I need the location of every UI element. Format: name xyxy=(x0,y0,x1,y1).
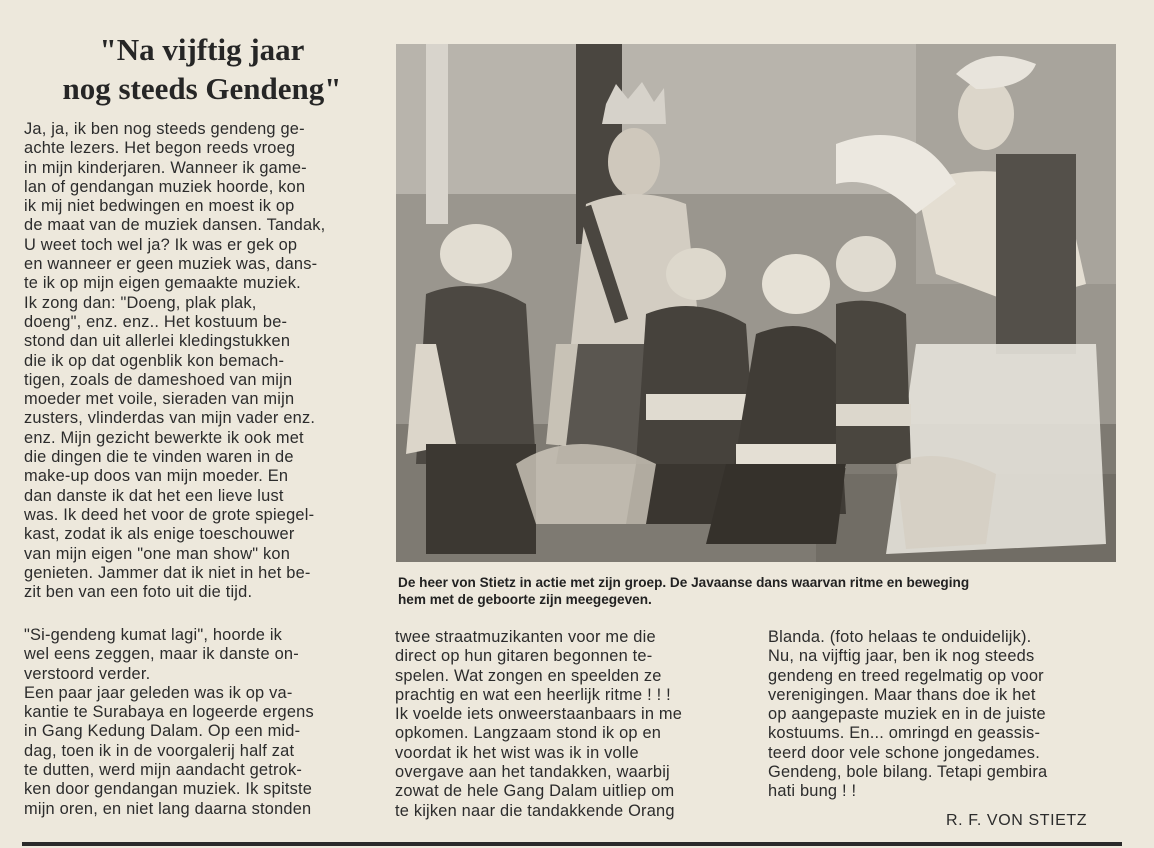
photo-illustration xyxy=(396,44,1116,562)
text-line: dan danste ik dat het een lieve lust xyxy=(24,486,284,505)
text-line: make-up doos van mijn moeder. En xyxy=(24,467,289,486)
text-line: zusters, vlinderdas van mijn vader enz. xyxy=(24,409,316,428)
article-title-line: nog steeds Gendeng" xyxy=(62,71,342,106)
text-line: in Gang Kedung Dalam. Op een mid- xyxy=(24,722,301,741)
text-line: kantie te Surabaya en logeerde ergens xyxy=(24,703,314,722)
article-column-3 xyxy=(768,628,1047,802)
text-line: ken door gendangan muziek. Ik spitste xyxy=(24,780,313,799)
text-line: direct op hun gitaren begonnen te- xyxy=(395,647,653,666)
text-line: op aangepaste muziek en in de juiste xyxy=(768,705,1046,724)
article-title-line: "Na vijftig jaar xyxy=(99,32,305,67)
text-line: Blanda. (foto helaas te onduidelijk). xyxy=(768,628,1032,646)
text-line: lan of gendangan muziek hoorde, kon xyxy=(24,177,306,196)
text-line: enz. Mijn gezicht bewerkte ik ook met xyxy=(24,428,304,447)
text-line: doeng", enz. enz.. Het kostuum be- xyxy=(24,312,288,331)
text-line: de maat van de muziek dansen. Tandak, xyxy=(24,216,326,235)
caption-line: De heer von Stietz in actie met zijn groep. De Javaanse dans waarvan ritme en beweging xyxy=(398,575,970,590)
photo-caption xyxy=(398,574,1118,608)
text-line: voordat ik het wist was ik in volle xyxy=(395,743,639,762)
text-line: was. Ik deed het voor de grote spiegel- xyxy=(24,505,315,524)
author-signature: R. F. VON STIETZ xyxy=(946,812,1088,829)
text-line: Een paar jaar geleden was ik op va- xyxy=(24,683,293,702)
text-line: in mijn kinderjaren. Wanneer ik game- xyxy=(24,158,307,177)
dance-group-photo xyxy=(396,44,1116,562)
article-column-1-continued xyxy=(24,626,314,819)
text-line: kostuums. En... omringd en geassis- xyxy=(768,724,1041,743)
text-line: overgave aan het tandakken, waarbij xyxy=(395,763,670,782)
text-line: verenigingen. Maar thans doe ik het xyxy=(768,685,1036,704)
text-line: en wanneer er geen muziek was, dans- xyxy=(24,255,318,274)
article-column-1 xyxy=(24,120,325,602)
text-line: achte lezers. Het begon reeds vroeg xyxy=(24,139,296,158)
text-line: U weet toch wel ja? Ik was er gek op xyxy=(24,235,298,254)
bottom-rule xyxy=(22,842,1122,846)
article-title xyxy=(22,30,382,108)
text-line: wel eens zeggen, maar ik danste on- xyxy=(24,645,299,664)
text-line: zowat de hele Gang Dalam uitliep om xyxy=(395,782,675,801)
text-line: ik mij niet bedwingen en moest ik op xyxy=(24,197,295,216)
text-line: verstoord verder. xyxy=(24,664,151,683)
text-line: Ja, ja, ik ben nog steeds gendeng ge- xyxy=(24,120,305,138)
text-line: hati bung ! ! xyxy=(768,782,857,801)
text-line: zit ben van een foto uit die tijd. xyxy=(24,583,253,602)
article-column-2 xyxy=(395,628,682,821)
text-line: gendeng en treed regelmatig op voor xyxy=(768,666,1044,685)
text-line: tigen, zoals de dameshoed van mijn xyxy=(24,370,293,389)
text-line: moeder met voile, sieraden van mijn xyxy=(24,390,295,409)
text-line: van mijn eigen "one man show" kon xyxy=(24,544,291,563)
text-line: Gendeng, bole bilang. Tetapi gembira xyxy=(768,763,1048,782)
text-line: Nu, na vijftig jaar, ben ik nog steeds xyxy=(768,647,1035,666)
text-line: die ik op dat ogenblik kon bemach- xyxy=(24,351,285,370)
text-line: prachtig en wat een heerlijk ritme ! ! ! xyxy=(395,685,671,704)
text-line: mijn oren, en niet lang daarna stonden xyxy=(24,799,312,818)
text-line: te dutten, werd mijn aandacht getrok- xyxy=(24,761,302,780)
text-line: kast, zodat ik als enige toeschouwer xyxy=(24,525,295,544)
text-line: die dingen die te vinden waren in de xyxy=(24,448,294,467)
text-line: twee straatmuzikanten voor me die xyxy=(395,628,656,646)
text-line: opkomen. Langzaam stond ik op en xyxy=(395,724,662,743)
text-line: genieten. Jammer dat ik niet in het be- xyxy=(24,563,311,582)
text-line: spelen. Wat zongen en speelden ze xyxy=(395,666,662,685)
text-line: te ik op mijn eigen gemaakte muziek. xyxy=(24,274,301,293)
text-line: dag, toen ik in de voorgalerij half zat xyxy=(24,741,295,760)
caption-line: hem met de geboorte zijn meegegeven. xyxy=(398,592,652,607)
text-line: teerd door vele schone jongedames. xyxy=(768,743,1040,762)
text-line: te kijken naar die tandakkende Orang xyxy=(395,801,675,820)
text-line: stond dan uit allerlei kledingstukken xyxy=(24,332,291,351)
text-line: "Si-gendeng kumat lagi", hoorde ik xyxy=(24,626,283,644)
text-line: Ik zong dan: "Doeng, plak plak, xyxy=(24,293,257,312)
text-line: Ik voelde iets onweerstaanbaars in me xyxy=(395,705,683,724)
